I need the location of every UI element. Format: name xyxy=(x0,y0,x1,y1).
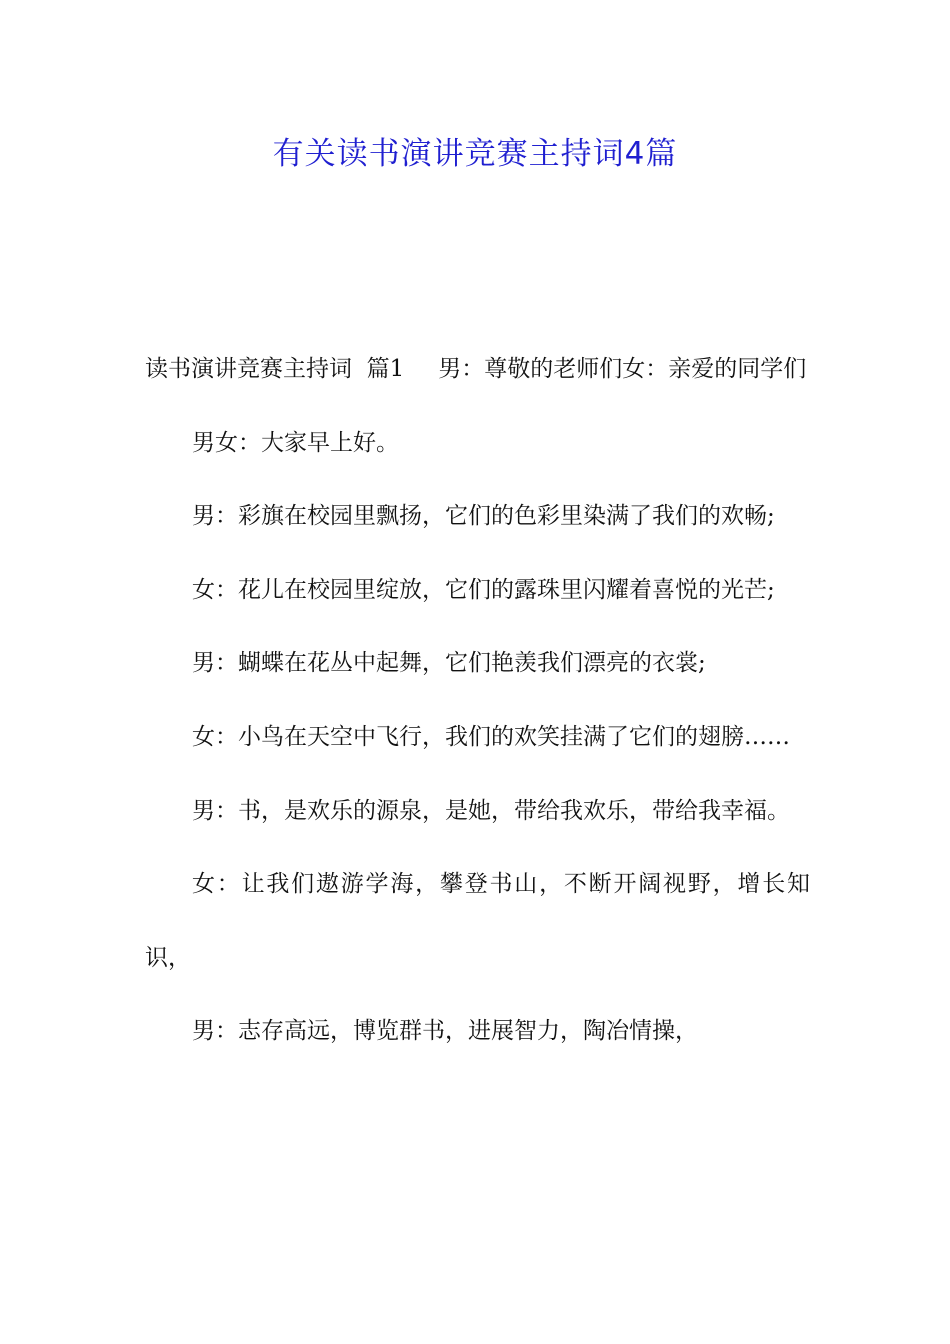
dialogue-line: 男：书，是欢乐的源泉，是她，带给我欢乐，带给我幸福。 xyxy=(192,797,790,824)
document-title: 有关读书演讲竞赛主持词4篇 xyxy=(272,136,678,172)
dialogue-line: 女：让我们遨游学海，攀登书山，不断开阔视野，增长知识， xyxy=(145,871,810,971)
intro-paragraph xyxy=(145,333,810,407)
section-heading: 读书演讲竞赛主持词 篇1 xyxy=(145,356,405,382)
intro-text: 男：尊敬的老师们女：亲爱的同学们 xyxy=(438,356,807,382)
dialogue-line: 男：彩旗在校园里飘扬，它们的色彩里染满了我们的欢畅; xyxy=(192,503,775,530)
document-body xyxy=(145,333,810,1069)
dialogue-line: 女：小鸟在天空中飞行，我们的欢笑挂满了它们的翅膀…… xyxy=(192,723,790,750)
dialogue-line: 男：蝴蝶在花丛中起舞，它们艳羡我们漂亮的衣裳; xyxy=(192,650,706,677)
dialogue-line: 男：志存高远，博览群书，进展智力，陶冶情操， xyxy=(192,1018,698,1045)
dialogue-line: 男女：大家早上好。 xyxy=(192,429,399,456)
dialogue-line: 女：花儿在校园里绽放，它们的露珠里闪耀着喜悦的光芒; xyxy=(192,576,775,603)
